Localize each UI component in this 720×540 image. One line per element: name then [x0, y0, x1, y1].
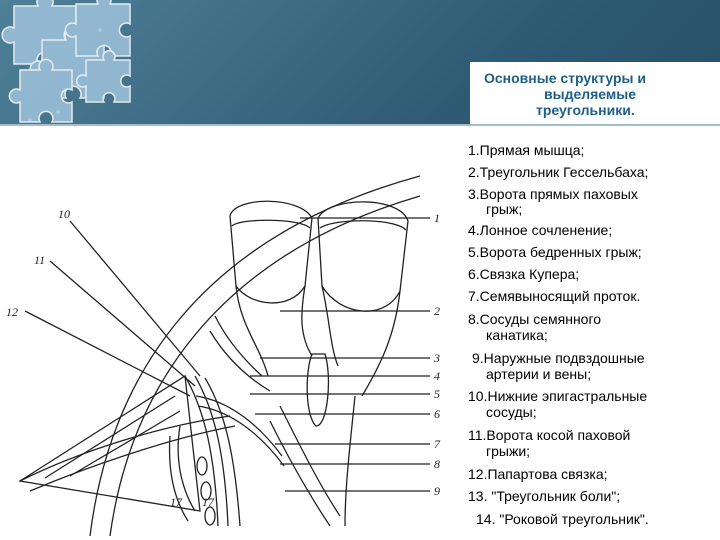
figure-label: 12 — [6, 305, 18, 319]
legend-item: 7.Семявыносящий проток. — [468, 288, 641, 304]
leader-line — [70, 221, 200, 376]
pubic-symphysis — [307, 354, 328, 426]
legend-item: артерии и вены; — [486, 366, 592, 382]
figure-label: 7 — [434, 437, 440, 451]
title-line: Основные структуры и — [484, 70, 646, 86]
figure-label: 10 — [58, 207, 70, 221]
legend-item: 1.Прямая мышца; — [468, 142, 585, 158]
legend-item: 5.Ворота бедренных грыж; — [468, 244, 642, 260]
figure-label: 3 — [434, 351, 440, 365]
title-line: треугольники. — [536, 102, 635, 118]
figure-label: 11 — [34, 253, 46, 267]
figure-label: 17 — [202, 495, 214, 509]
figure-label: 8 — [434, 457, 440, 471]
abdominal-wall-arc — [90, 176, 420, 536]
anatomy-figure — [0, 126, 462, 540]
legend-item: 11.Ворота косой паховой — [468, 427, 631, 443]
legend-item: 9.Наружные подвздошные — [472, 350, 645, 366]
figure-label: 2 — [434, 304, 440, 318]
legend-item: 12.Папартова связка; — [468, 466, 608, 482]
leader-line — [25, 311, 190, 396]
title-line: выделяемые — [544, 86, 636, 102]
slide-title — [470, 62, 720, 126]
legend-item: 3.Ворота прямых паховых — [468, 186, 638, 202]
figure-label: 5 — [434, 387, 440, 401]
figure-label: 6 — [434, 407, 440, 421]
legend-item: 13. "Треугольник боли"; — [468, 488, 621, 504]
figure-label: 17 — [170, 495, 182, 509]
legend-item: 8.Сосуды семянного — [468, 311, 602, 327]
figure-label: 9 — [434, 484, 440, 498]
legend-item: 6.Связка Купера; — [468, 266, 580, 282]
legend-item: сосуды; — [486, 404, 537, 420]
legend-item: 2.Треугольник Гессельбаха; — [468, 164, 649, 180]
legend-item: 14. "Роковой треугольник". — [476, 511, 649, 527]
legend-list — [462, 126, 720, 540]
legend-item: 4.Лонное сочленение; — [468, 222, 613, 238]
figure-label: 1 — [434, 211, 440, 225]
legend-item: грыж; — [486, 201, 523, 217]
anatomy-drawing — [0, 126, 462, 540]
legend-item: канатика; — [486, 327, 548, 343]
leader-line — [50, 261, 195, 386]
figure-label: 4 — [434, 369, 440, 383]
legend-item: грыжи; — [486, 443, 531, 459]
legend-item: 10.Нижние эпигастральные — [468, 388, 648, 404]
